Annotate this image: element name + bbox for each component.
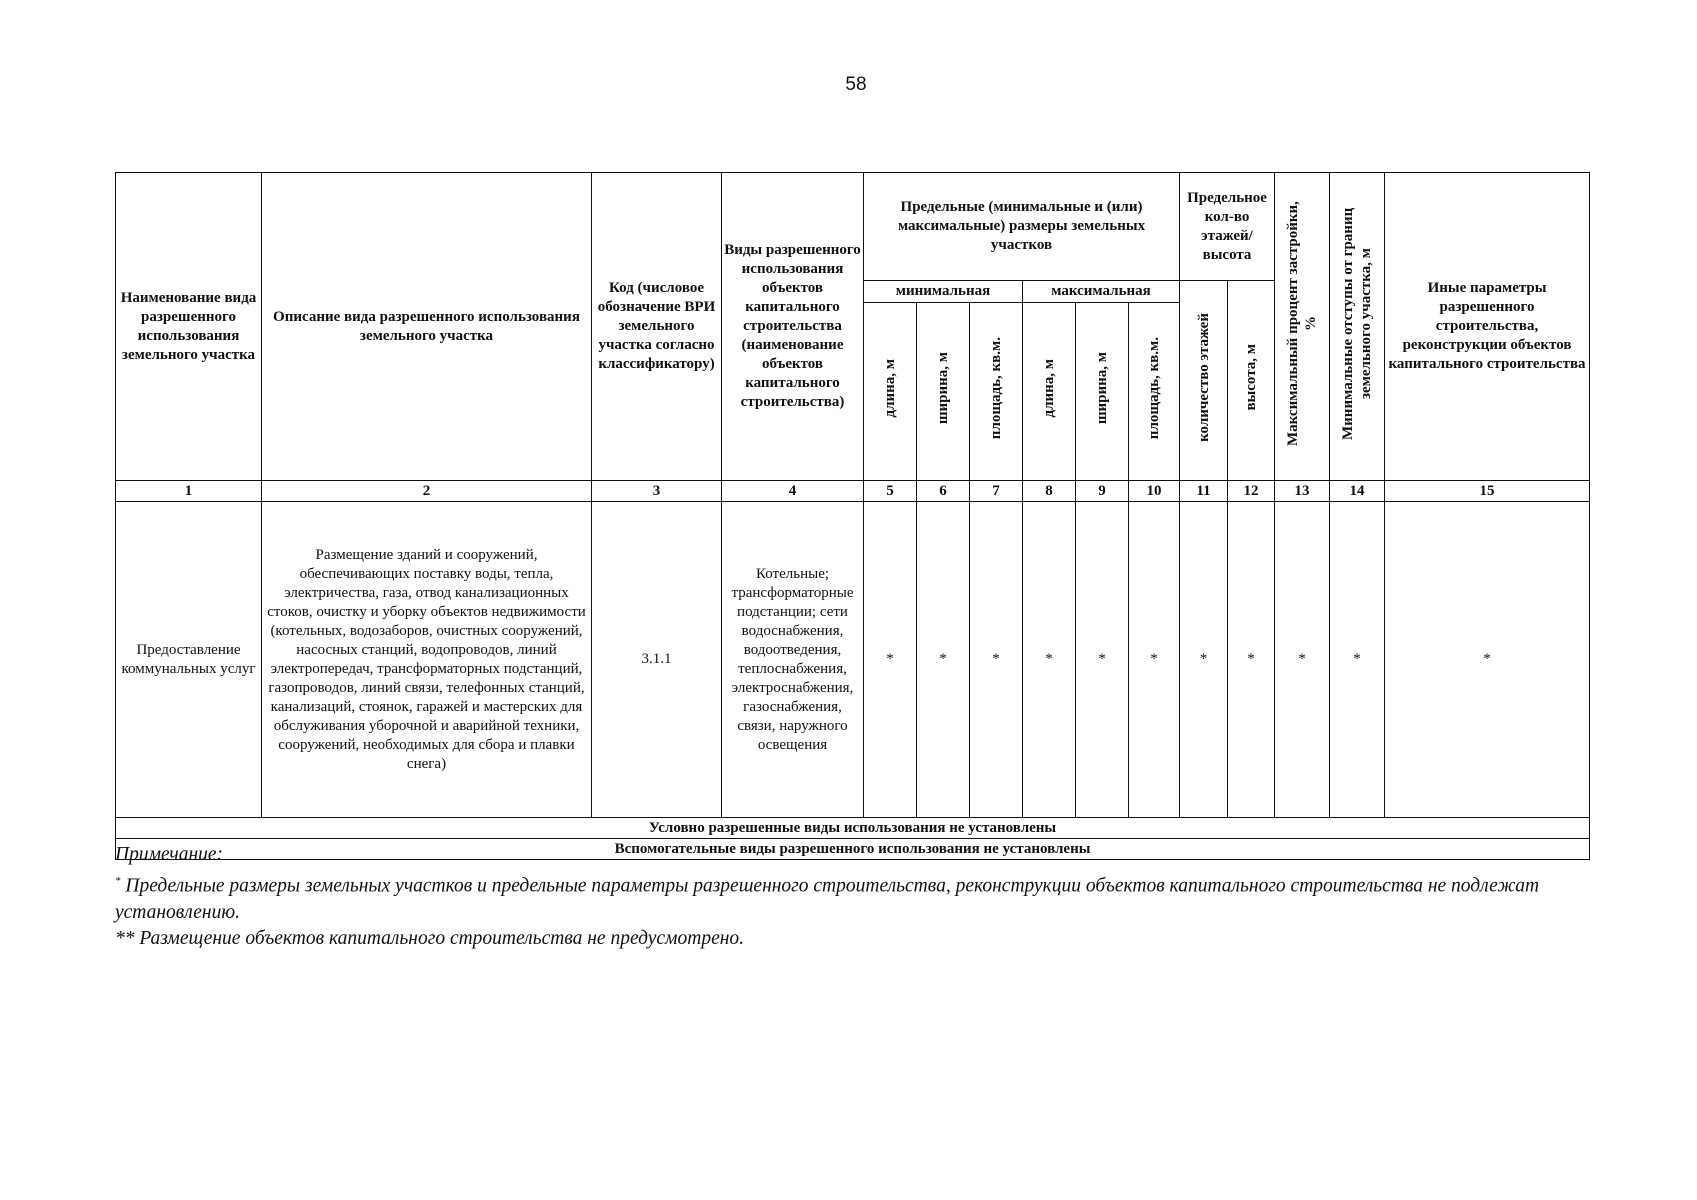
column-numbers-row <box>116 481 1590 502</box>
value-cell: * <box>864 502 917 818</box>
object-types-cell: Котельные; трансформаторные подстанции; сети водоснабжения, водоотведения, теплоснабжения, электроснабжения, газоснабжения, связи, наружного освещения <box>722 502 864 818</box>
conditional-uses-row: Условно разрешенные виды использования не установлены <box>116 818 1590 839</box>
header-height: высота, м <box>1228 281 1275 481</box>
value-cell: * <box>917 502 970 818</box>
header-floor-count: количество этажей <box>1180 281 1228 481</box>
regulations-table <box>115 172 1590 860</box>
value-cell: * <box>1385 502 1590 818</box>
column-number: 9 <box>1076 481 1129 502</box>
value-cell: * <box>1180 502 1228 818</box>
value-cell: * <box>1023 502 1076 818</box>
notes-title: Примечание: <box>115 844 224 865</box>
value-cell: * <box>1076 502 1129 818</box>
header-object-types: Виды разрешенного использования объектов капитального строительства (наименование объектов капитального строительства) <box>722 173 864 481</box>
column-number: 10 <box>1129 481 1180 502</box>
header-min-length: длина, м <box>864 303 917 481</box>
column-number: 7 <box>970 481 1023 502</box>
column-number: 13 <box>1275 481 1330 502</box>
header-floors-height: Предельное кол-во этажей/ высота <box>1180 173 1275 281</box>
header-min-width: ширина, м <box>917 303 970 481</box>
column-number: 15 <box>1385 481 1590 502</box>
header-minimum: минимальная <box>864 281 1023 303</box>
note-1-text: Предельные размеры земельных участков и предельные параметры разрешенного строительства, реконструкции объектов капитального строительства не подлежат установлению. <box>115 875 1540 923</box>
header-min-setbacks: Минимальные отступы от границ земельного участка, м <box>1330 173 1385 481</box>
value-cell: * <box>1228 502 1275 818</box>
use-name-cell: Предоставление коммунальных услуг <box>116 502 262 818</box>
auxiliary-uses-row: Вспомогательные виды разрешенного использования не установлены <box>116 839 1590 860</box>
page-number: 58 <box>845 74 867 95</box>
value-cell: * <box>1330 502 1385 818</box>
header-use-description: Описание вида разрешенного использования земельного участка <box>262 173 592 481</box>
column-number: 1 <box>116 481 262 502</box>
header-maximum: максимальная <box>1023 281 1180 303</box>
header-max-width: ширина, м <box>1076 303 1129 481</box>
note-2: ** Размещение объектов капитального строительства не предусмотрено. <box>115 927 745 949</box>
column-number: 8 <box>1023 481 1076 502</box>
value-cell: * <box>970 502 1023 818</box>
value-cell: * <box>1275 502 1330 818</box>
column-number: 14 <box>1330 481 1385 502</box>
header-code: Код (числовое обозначение ВРИ земельного участка согласно классификатору) <box>592 173 722 481</box>
code-cell: 3.1.1 <box>592 502 722 818</box>
header-other-parameters: Иные параметры разрешенного строительства, реконструкции объектов капитального строительства <box>1385 173 1590 481</box>
header-max-length: длина, м <box>1023 303 1076 481</box>
header-min-area: площадь, кв.м. <box>970 303 1023 481</box>
column-number: 5 <box>864 481 917 502</box>
header-use-name: Наименование вида разрешенного использования земельного участка <box>116 173 262 481</box>
column-number: 3 <box>592 481 722 502</box>
column-number: 2 <box>262 481 592 502</box>
note-1 <box>115 868 1595 926</box>
header-plot-sizes: Предельные (минимальные и (или) максимальные) размеры земельных участков <box>864 173 1180 281</box>
column-number: 12 <box>1228 481 1275 502</box>
use-description-cell: Размещение зданий и сооружений, обеспечивающих поставку воды, тепла, электричества, газа, отвод канализационных стоков, очистку и уборку объектов недвижимости (котельных, водозаборов, очистных сооружений, насосных станций, водопроводов, линий электропередач, трансформаторных подстанций, газопроводов, линий связи, телефонных станций, канализаций, стоянок, гаражей и мастерских для обслуживания уборочной и аварийной техники, сооружений, необходимых для сбора и плавки снега) <box>262 502 592 818</box>
notes <box>115 842 1595 952</box>
value-cell: * <box>1129 502 1180 818</box>
note-1-mark: * <box>115 875 121 887</box>
column-number: 11 <box>1180 481 1228 502</box>
table-row <box>116 502 1590 818</box>
column-number: 6 <box>917 481 970 502</box>
header-max-area: площадь, кв.м. <box>1129 303 1180 481</box>
column-number: 4 <box>722 481 864 502</box>
header-max-coverage: Максимальный процент застройки, % <box>1275 173 1330 481</box>
